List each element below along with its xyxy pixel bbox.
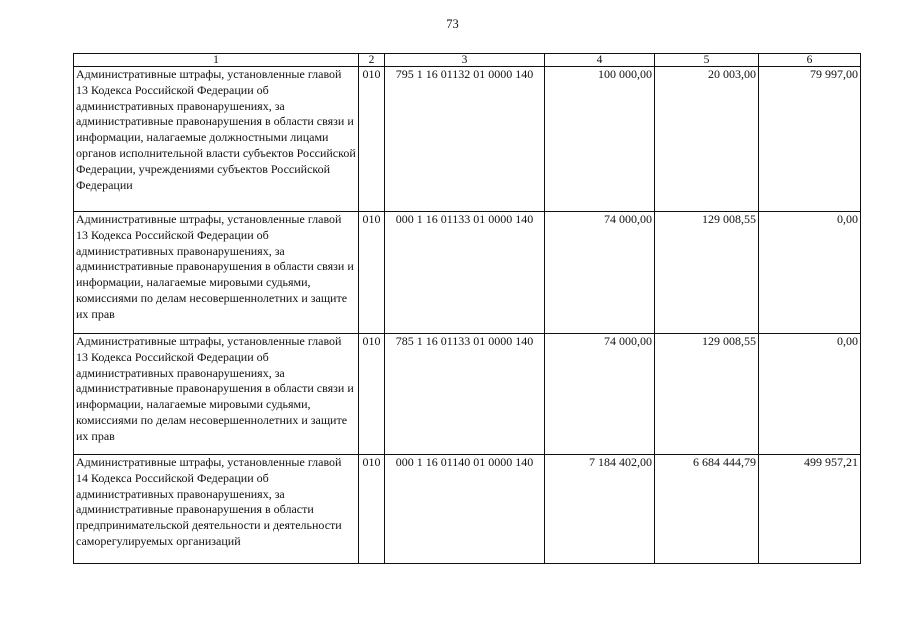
approved-amount: 7 184 402,00 [545,455,655,564]
column-header-2: 2 [359,54,385,67]
budget-classification-code: 785 1 16 01133 01 0000 140 [385,334,545,455]
unexecuted-amount: 0,00 [759,334,861,455]
column-header-5: 5 [655,54,759,67]
executed-amount: 6 684 444,79 [655,455,759,564]
header-row [74,54,861,67]
revenue-table [73,53,861,564]
table-row [74,212,861,334]
page-number: 73 [446,17,459,31]
unexecuted-amount: 79 997,00 [759,67,861,212]
column-header-1: 1 [74,54,359,67]
executed-amount: 129 008,55 [655,212,759,334]
budget-classification-code: 795 1 16 01132 01 0000 140 [385,67,545,212]
line-code: 010 [359,67,385,212]
approved-amount: 100 000,00 [545,67,655,212]
table-row [74,334,861,455]
table-header [74,54,861,67]
column-header-6: 6 [759,54,861,67]
budget-classification-code: 000 1 16 01133 01 0000 140 [385,212,545,334]
executed-amount: 129 008,55 [655,334,759,455]
income-description: Административные штрафы, установленные главой 13 Кодекса Российской Федерации об административных правонарушениях, за административные правонарушения в области связи и информации, налагаемые мировыми судьями, комиссиями по делам несовершеннолетних и защите их прав [74,212,359,334]
column-header-3: 3 [385,54,545,67]
executed-amount: 20 003,00 [655,67,759,212]
approved-amount: 74 000,00 [545,334,655,455]
line-code: 010 [359,334,385,455]
table-body [74,67,861,564]
table-row [74,67,861,212]
budget-classification-code: 000 1 16 01140 01 0000 140 [385,455,545,564]
income-description: Административные штрафы, установленные главой 14 Кодекса Российской Федерации об административных правонарушениях, за административные правонарушения в области предпринимательской деятельности и деятельности саморегулируемых организаций [74,455,359,564]
column-header-4: 4 [545,54,655,67]
unexecuted-amount: 499 957,21 [759,455,861,564]
line-code: 010 [359,455,385,564]
approved-amount: 74 000,00 [545,212,655,334]
income-description: Административные штрафы, установленные главой 13 Кодекса Российской Федерации об административных правонарушениях, за административные правонарушения в области связи и информации, налагаемые мировыми судьями, комиссиями по делам несовершеннолетних и защите их прав [74,334,359,455]
income-description: Административные штрафы, установленные главой 13 Кодекса Российской Федерации об административных правонарушениях, за административные правонарушения в области связи и информации, налагаемые должностными лицами органов исполнительной власти субъектов Российской Федерации, учреждениями субъектов Российской Федерации [74,67,359,212]
line-code: 010 [359,212,385,334]
table-row [74,455,861,564]
unexecuted-amount: 0,00 [759,212,861,334]
